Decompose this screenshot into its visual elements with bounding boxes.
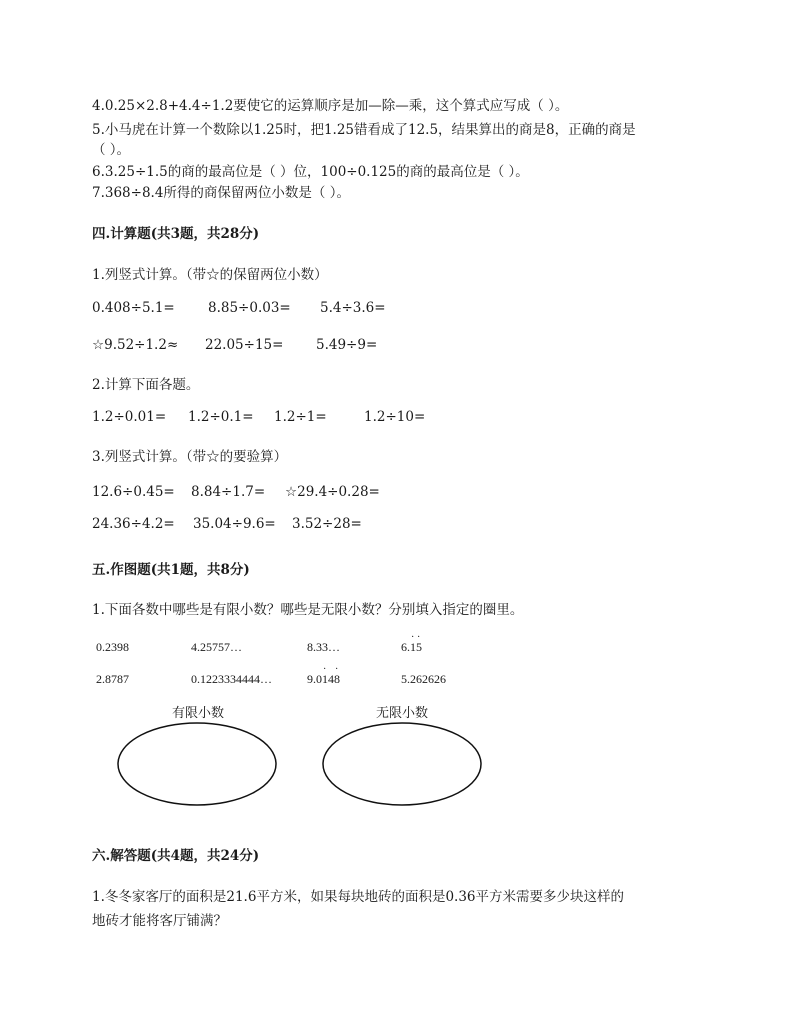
s4-q2-expr: 1.2÷0.1= — [188, 409, 254, 425]
digit: 5 — [416, 640, 422, 654]
s5-q1-title: 1.下面各数中哪些是有限小数？哪些是无限小数？分别填入指定的圈里。 — [92, 602, 524, 618]
decimal-number: 0.2398 — [96, 640, 129, 654]
decimal-prefix: 6. — [401, 640, 410, 654]
repeat-dot: · — [323, 664, 327, 675]
s4-q3-expr: 35.04÷9.6= — [193, 516, 276, 532]
s4-q1-expr: 5.49÷9= — [316, 337, 378, 353]
infinite-decimals-label: 无限小数 — [376, 706, 429, 721]
section-4-heading: 四.计算题(共3题，共28分) — [92, 226, 260, 242]
s4-q1-expr: ☆9.52÷1.2≈ — [92, 337, 179, 353]
repeat-dot: · — [411, 632, 415, 643]
s6-q1-line1: 1.冬冬家客厅的面积是21.6平方米，如果每块地砖的面积是0.36平方米需要多少块这样的 — [92, 889, 624, 905]
decimal-number: 4.25757… — [191, 640, 242, 654]
decimal-number: 2.8787 — [96, 672, 129, 686]
section-6-heading: 六.解答题(共4题，共24分) — [92, 848, 260, 864]
question-5-line1: 5.小马虎在计算一个数除以1.25时，把1.25错看成了12.5，结果算出的商是8，正确的商是 — [92, 122, 636, 138]
s4-q3-expr: 3.52÷28= — [292, 516, 362, 532]
s4-q2-expr: 1.2÷1= — [274, 409, 327, 425]
s4-q2-expr: 1.2÷0.01= — [92, 409, 167, 425]
s4-q3-expr: 8.84÷1.7= — [191, 484, 266, 500]
s4-q2-expr: 1.2÷10= — [364, 409, 426, 425]
digit: 1 — [322, 672, 328, 686]
question-6: 6.3.25÷1.5的商的最高位是（ ）位，100÷0.125的商的最高位是（ ）。 — [92, 164, 529, 180]
finite-decimals-circle[interactable] — [118, 723, 276, 805]
question-4: 4.0.25×2.8+4.4÷1.2要使它的运算顺序是加—除—乘，这个算式应写成（ ）。 — [92, 98, 569, 114]
finite-decimals-label: 有限小数 — [172, 706, 225, 721]
s4-q1-expr: 0.408÷5.1= — [92, 300, 175, 316]
s4-q3-expr: 12.6÷0.45= — [92, 484, 175, 500]
digit: 1 — [410, 640, 416, 654]
digit: 4 — [328, 672, 334, 686]
infinite-decimals-circle[interactable] — [323, 723, 481, 805]
s4-q3-expr: 24.36÷4.2= — [92, 516, 175, 532]
s4-q1-expr: 8.85÷0.03= — [208, 300, 291, 316]
decimal-prefix: 9.0 — [307, 672, 322, 686]
s4-q1-expr: 22.05÷15= — [205, 337, 284, 353]
section-5-heading: 五.作图题(共1题，共8分) — [92, 562, 250, 578]
decimal-number: 0.1223334444… — [191, 672, 272, 686]
question-7: 7.368÷8.4所得的商保留两位小数是（ ）。 — [92, 185, 350, 201]
question-5-line2: （ ）。 — [92, 142, 131, 158]
s6-q1-line2: 地砖才能将客厅铺满？ — [92, 913, 227, 929]
repeat-dot: · — [335, 664, 339, 675]
s4-q1-title: 1.列竖式计算。（带☆的保留两位小数） — [92, 267, 328, 283]
s4-q2-title: 2.计算下面各题。 — [92, 377, 200, 393]
decimal-number: 5.262626 — [401, 672, 446, 686]
digit: 8 — [334, 672, 340, 686]
s4-q3-title: 3.列竖式计算。（带☆的要验算） — [92, 449, 288, 465]
decimal-number: 8.33… — [307, 640, 340, 654]
s4-q3-expr: ☆29.4÷0.28= — [285, 484, 380, 500]
s4-q1-expr: 5.4÷3.6= — [320, 300, 386, 316]
repeat-dot: · — [417, 632, 421, 643]
